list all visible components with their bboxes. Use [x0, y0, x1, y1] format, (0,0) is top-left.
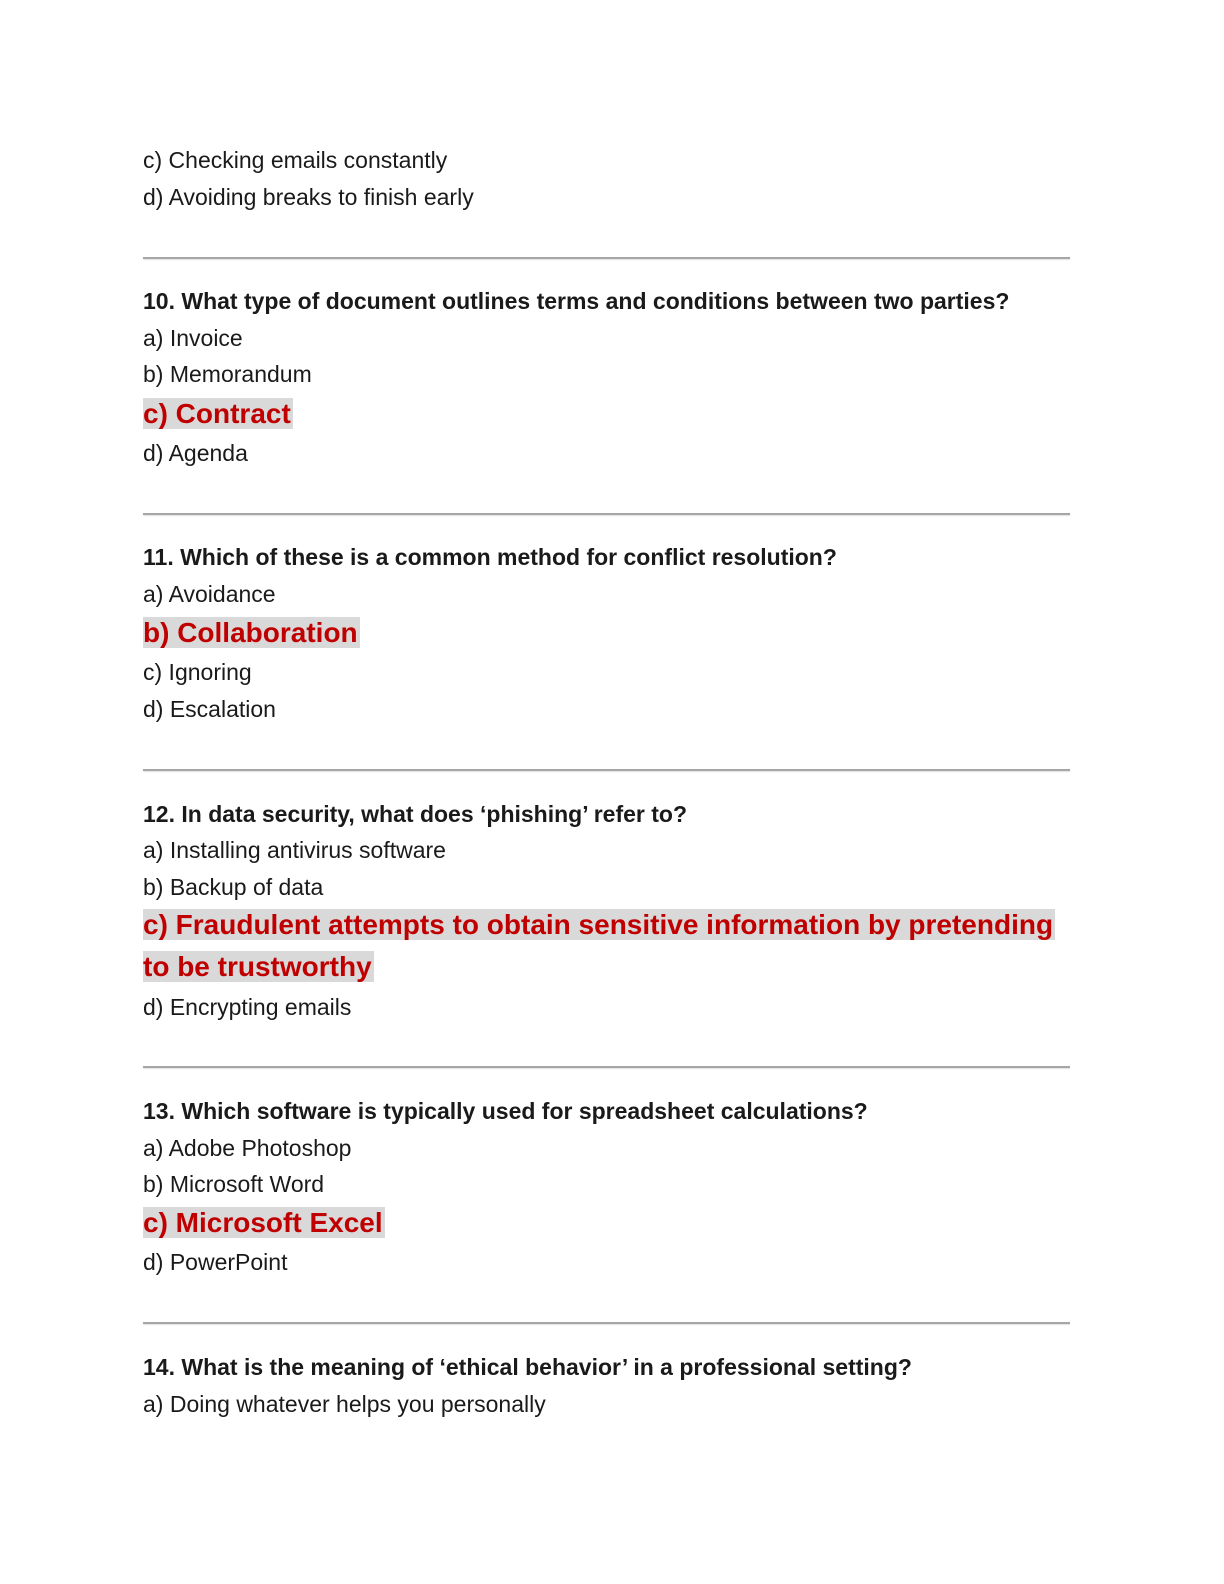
divider — [143, 1322, 1070, 1324]
question-13-prompt: 13. Which software is typically used for spreadsheet calculations? — [143, 1098, 868, 1124]
q13-correct-answer — [143, 1205, 385, 1241]
option-c-prev: c) Checking emails constantly — [143, 147, 448, 173]
answer-highlight: to be trustworthy — [143, 951, 372, 982]
q10-option-a: a) Invoice — [143, 325, 243, 351]
q11-option-d: d) Escalation — [143, 696, 276, 722]
divider — [143, 257, 1070, 259]
divider — [143, 769, 1070, 771]
answer-highlight: c) Microsoft Excel — [143, 1207, 383, 1238]
q11-option-a: a) Avoidance — [143, 581, 276, 607]
question-12-prompt: 12. In data security, what does ‘phishing’ refer to? — [143, 801, 688, 827]
question-11-prompt: 11. Which of these is a common method for conflict resolution? — [143, 544, 837, 570]
q12-correct-answer-line-1 — [143, 907, 1055, 943]
q13-option-b: b) Microsoft Word — [143, 1171, 325, 1197]
question-10-prompt: 10. What type of document outlines terms and conditions between two parties? — [143, 288, 1010, 314]
q12-option-b: b) Backup of data — [143, 874, 324, 900]
q11-option-c: c) Ignoring — [143, 659, 252, 685]
q13-option-d: d) PowerPoint — [143, 1249, 288, 1275]
option-d-prev: d) Avoiding breaks to finish early — [143, 184, 474, 210]
divider — [143, 513, 1070, 515]
question-14-prompt: 14. What is the meaning of ‘ethical behavior’ in a professional setting? — [143, 1354, 912, 1380]
answer-highlight: c) Fraudulent attempts to obtain sensitive information by pretending — [143, 909, 1054, 940]
q13-option-a: a) Adobe Photoshop — [143, 1135, 352, 1161]
q10-correct-answer — [143, 396, 293, 432]
answer-highlight: c) Contract — [143, 398, 291, 429]
q12-option-d: d) Encrypting emails — [143, 994, 352, 1020]
q12-correct-answer-line-2 — [143, 949, 374, 985]
q14-option-a: a) Doing whatever helps you personally — [143, 1391, 546, 1417]
q10-option-b: b) Memorandum — [143, 361, 312, 387]
q12-option-a: a) Installing antivirus software — [143, 837, 446, 863]
divider — [143, 1066, 1070, 1068]
answer-highlight: b) Collaboration — [143, 617, 358, 648]
q11-correct-answer — [143, 615, 360, 651]
q10-option-d: d) Agenda — [143, 440, 248, 466]
